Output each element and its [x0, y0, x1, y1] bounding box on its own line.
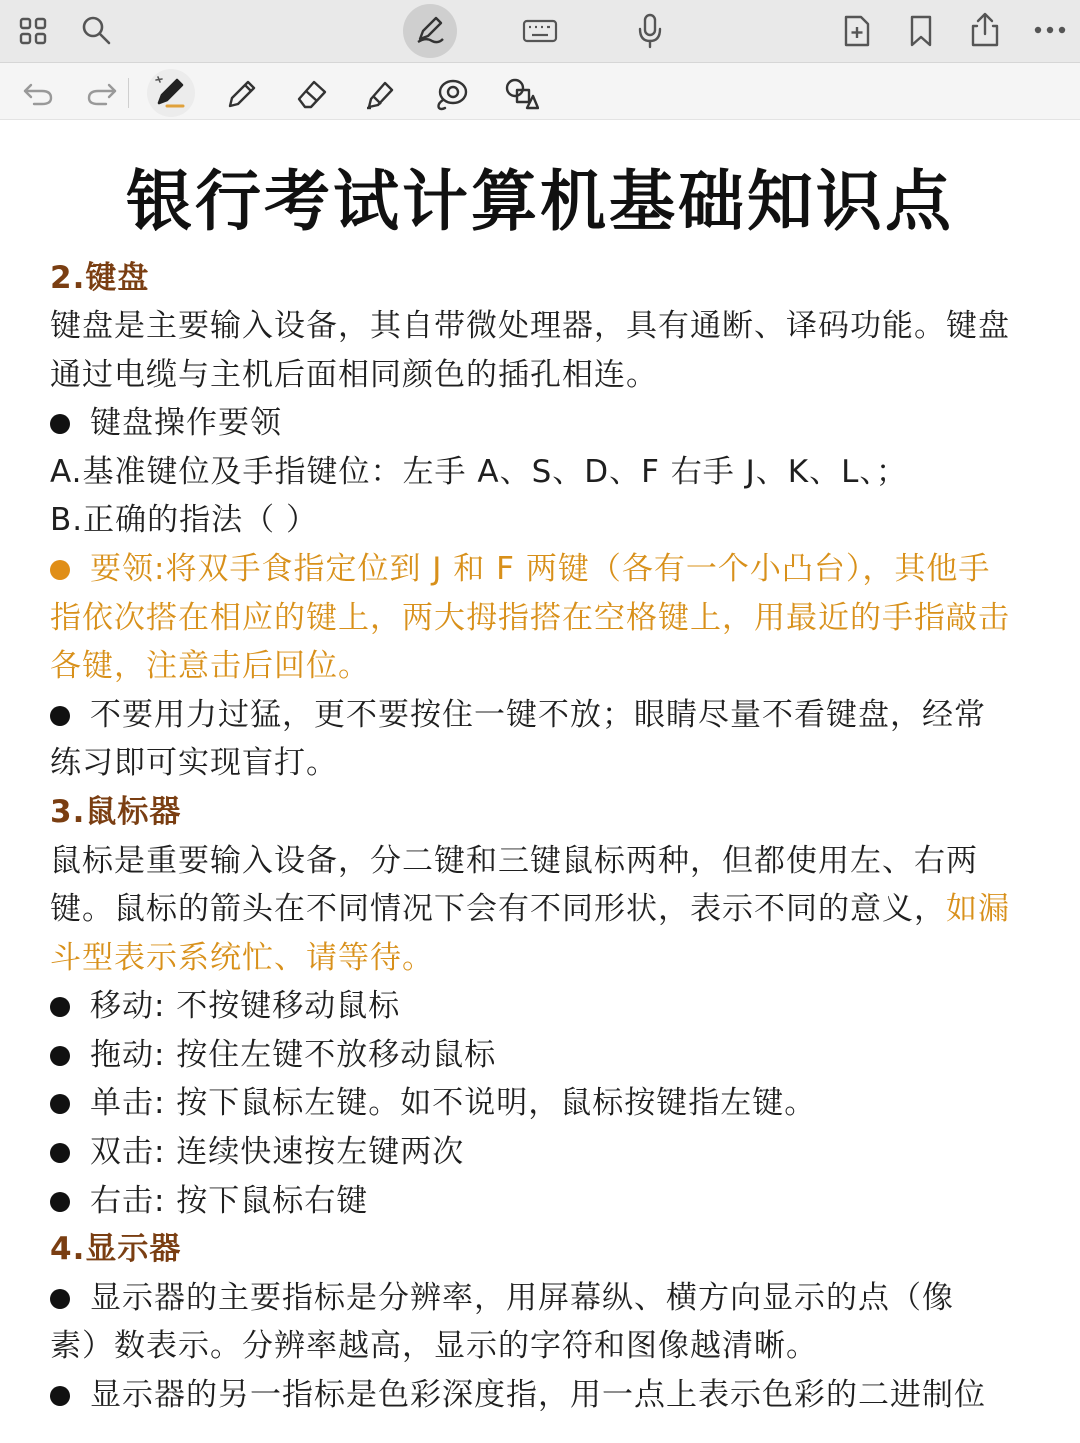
bullet-item: 右击: 按下鼠标右键	[50, 1177, 1035, 1225]
bullet-item: 不要用力过猛，更不要按住一键不放；眼睛尽量不看键盘，经常	[50, 691, 1035, 739]
text-segment: 键。鼠标的箭头在不同情况下会有不同形状，表示不同的意义，	[50, 891, 946, 927]
microphone-icon[interactable]	[634, 12, 666, 50]
bullet-item: 键盘操作要领	[50, 399, 1035, 447]
text-line	[50, 885, 1035, 933]
pen-tool-button[interactable]	[403, 4, 457, 58]
pen-icon[interactable]	[150, 70, 192, 114]
pen-tool-icon	[414, 13, 446, 49]
undo-icon[interactable]	[20, 78, 56, 110]
search-icon[interactable]	[78, 12, 114, 48]
section-heading-display: 4.显示器	[50, 1231, 182, 1267]
toolbar-divider	[128, 78, 129, 108]
page-title: 银行考试计算机基础知识点	[126, 163, 954, 240]
keyboard-icon[interactable]	[520, 14, 560, 48]
add-page-icon[interactable]	[840, 12, 874, 50]
more-icon[interactable]	[1030, 16, 1070, 44]
redo-icon[interactable]	[84, 78, 120, 110]
text-line: 鼠标是重要输入设备，分二键和三键鼠标两种，但都使用左、右两	[50, 843, 978, 879]
section-heading-mouse: 3.鼠标器	[50, 794, 182, 830]
bullet-item: 单击: 按下鼠标左键。如不说明，鼠标按键指左键。	[50, 1079, 1035, 1127]
highlighted-text-segment: 如漏	[946, 891, 1010, 927]
eraser-icon[interactable]	[292, 74, 332, 114]
text-line: 素）数表示。分辨率越高，显示的字符和图像越清晰。	[50, 1328, 818, 1364]
highlighted-bullet-item: 要领:将双手食指定位到 J 和 F 两键（各有一个小凸台），其他手	[50, 545, 1035, 593]
top-app-bar	[0, 0, 1080, 63]
bullet-item: 移动: 不按键移动鼠标	[50, 982, 1035, 1030]
text-line: A.基准键位及手指键位：左手 A、S、D、F 右手 J、K、L、；	[50, 454, 908, 490]
bullet-item: 双击: 连续快速按左键两次	[50, 1128, 1035, 1176]
highlighter-icon[interactable]	[360, 74, 400, 114]
text-line: 通过电缆与主机后面相同颜色的插孔相连。	[50, 357, 658, 393]
grid-icon[interactable]	[16, 14, 50, 48]
bullet-item: 拖动: 按住左键不放移动鼠标	[50, 1031, 1035, 1079]
highlighted-text-line: 指依次搭在相应的键上，两大拇指搭在空格键上，用最近的手指敲击	[50, 600, 1010, 636]
text-line: 键盘是主要输入设备，其自带微处理器，具有通断、译码功能。键盘	[50, 308, 1010, 344]
pencil-icon[interactable]	[222, 74, 262, 114]
section-heading-keyboard: 2.键盘	[50, 260, 150, 296]
text-line: 练习即可实现盲打。	[50, 745, 338, 781]
bullet-item: 显示器的主要指标是分辨率，用屏幕纵、横方向显示的点（像	[50, 1274, 1035, 1322]
share-icon[interactable]	[966, 10, 1004, 50]
bullet-item: 显示器的另一指标是色彩深度指，用一点上表示色彩的二进制位	[50, 1371, 1035, 1419]
lasso-icon[interactable]	[430, 74, 472, 114]
bookmark-icon[interactable]	[904, 12, 938, 50]
highlighted-text-line: 斗型表示系统忙、请等待。	[50, 940, 434, 976]
note-page[interactable]	[0, 120, 1080, 1443]
highlighted-text-line: 各键，注意击后回位。	[50, 648, 370, 684]
shapes-icon[interactable]	[500, 74, 542, 114]
text-line: B.正确的指法（ ）	[50, 502, 318, 538]
